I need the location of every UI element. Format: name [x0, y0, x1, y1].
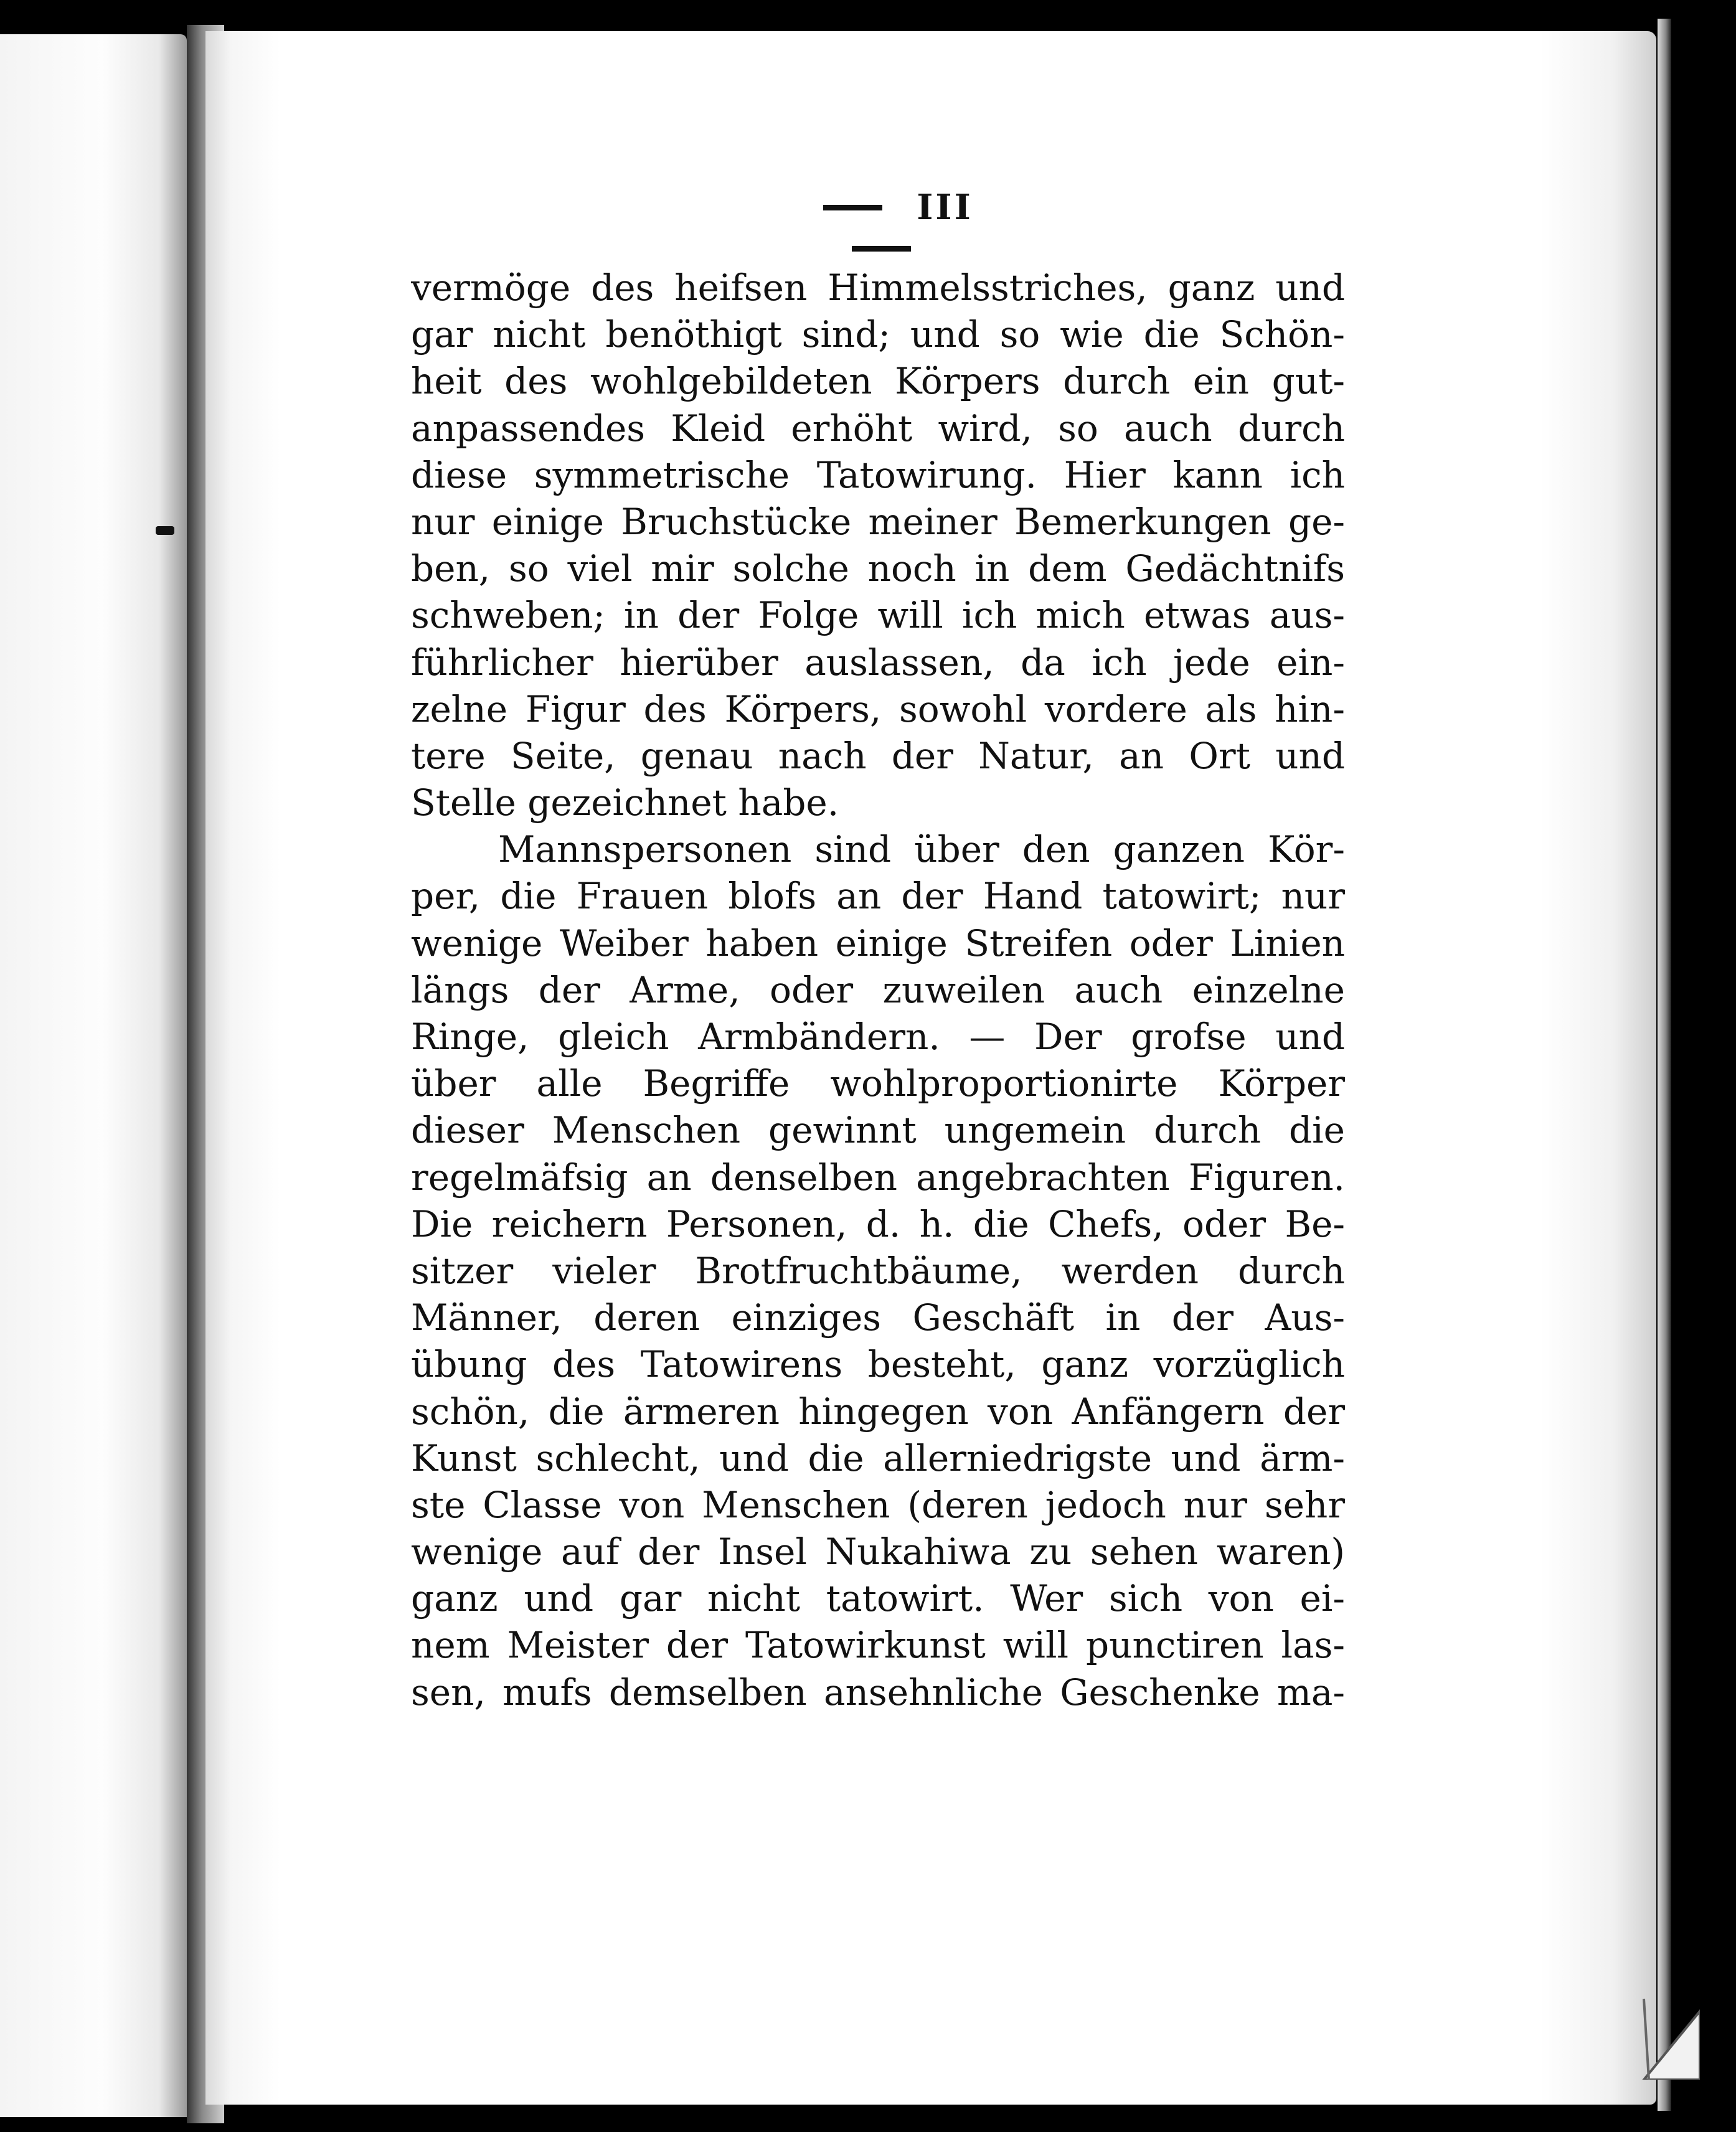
text-line: zelne Figur des Körpers, sowohl vordere als hin-	[411, 687, 1345, 730]
text-line: übung des Tatowirens besteht, ganz vorzüglich	[411, 1343, 1345, 1386]
text-line: ganz und gar nicht tatowirt. Wer sich von ei-	[411, 1577, 1345, 1620]
text-line: vermöge des heifsen Himmelsstriches, ganz und	[411, 266, 1345, 309]
text-line: heit des wohlgebildeten Körpers durch ein gut-	[411, 360, 1345, 403]
text-line: schön, die ärmeren hingegen von Anfängern der	[411, 1390, 1345, 1433]
text-line: tere Seite, genau nach der Natur, an Ort und	[411, 734, 1345, 777]
text-line: sitzer vieler Brotfruchtbäume, werden durch	[411, 1249, 1345, 1292]
page-number	[735, 187, 1027, 269]
text-line: ste Classe von Menschen (deren jedoch nur sehr	[411, 1483, 1345, 1526]
page-number-text: III	[917, 187, 973, 228]
margin-mark	[156, 526, 174, 535]
text-line: längs der Arme, oder zuweilen auch einzelne	[411, 968, 1345, 1011]
text-line: regelmäfsig an denselben angebrachten Figuren.	[411, 1156, 1345, 1199]
text-line: nem Meister der Tatowirkunst will punctiren las-	[411, 1624, 1345, 1667]
text-line: wenige auf der Insel Nukahiwa zu sehen waren)	[411, 1531, 1345, 1573]
facing-page-left	[0, 34, 187, 2117]
dash-right	[852, 246, 911, 252]
text-line: per, die Frauen blofs an der Hand tatowirt; nur	[411, 875, 1345, 918]
dash-left	[823, 205, 882, 210]
text-line: Stelle gezeichnet habe.	[411, 781, 839, 824]
text-line: führlicher hierüber auslassen, da ich jede ein-	[411, 641, 1345, 684]
text-line: wenige Weiber haben einige Streifen oder Linien	[411, 922, 1345, 965]
text-line: Ringe, gleich Armbändern. — Der grofse und	[411, 1016, 1345, 1058]
page-edge	[1658, 19, 1671, 2111]
text-line: diese symmetrische Tatowirung. Hier kann ich	[411, 453, 1345, 496]
folded-corner	[1631, 1974, 1700, 2080]
text-line: schweben; in der Folge will ich mich etwas aus-	[411, 594, 1345, 637]
text-line: Männer, deren einziges Geschäft in der Aus-	[411, 1296, 1345, 1339]
text-line: über alle Begriffe wohlproportionirte Körper	[411, 1062, 1345, 1105]
text-line: ben, so viel mir solche noch in dem Gedächtnifs	[411, 547, 1345, 590]
text-line: dieser Menschen gewinnt ungemein durch die	[411, 1109, 1345, 1152]
body-text	[411, 265, 1345, 1716]
text-line: Mannspersonen sind über den ganzen Kör-	[498, 828, 1345, 871]
text-line: Die reichern Personen, d. h. die Chefs, oder Be-	[411, 1202, 1345, 1245]
text-line: sen, mufs demselben ansehnliche Geschenke ma-	[411, 1671, 1345, 1714]
text-line: nur einige Bruchstücke meiner Bemerkungen ge-	[411, 500, 1345, 543]
text-line: anpassendes Kleid erhöht wird, so auch durch	[411, 407, 1345, 450]
text-line: gar nicht benöthigt sind; und so wie die Schön-	[411, 313, 1345, 356]
text-line: Kunst schlecht, und die allerniedrigste und ärm-	[411, 1436, 1345, 1479]
